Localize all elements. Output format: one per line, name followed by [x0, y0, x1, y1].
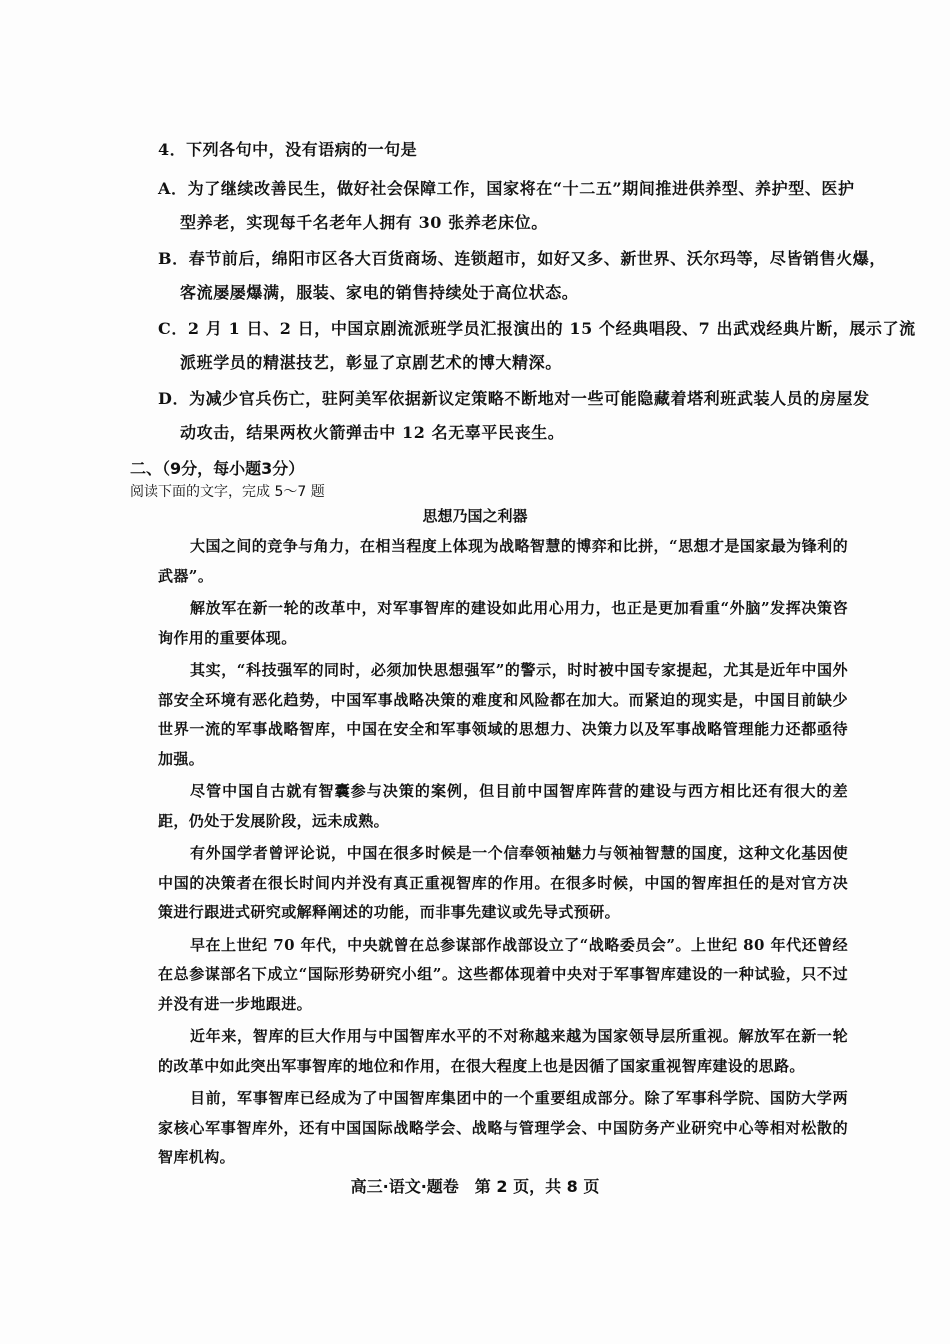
question-4	[158, 138, 916, 452]
article-paragraph: 尽管中国自古就有智囊参与决策的案例，但目前中国智库阵营的建设与西方相比还有很大的差距，仍处于发展阶段，远未成熟。	[158, 782, 848, 830]
section-heading: 二、（9分，每小题3分）	[130, 459, 305, 478]
option-a	[158, 172, 858, 240]
page-footer: 高三·语文·题卷 第 2 页，共 8 页	[350, 1177, 600, 1196]
question-stem: 4．下列各句中，没有语病的一句是	[158, 140, 418, 159]
article-paragraph: 其实，“科技强军的同时，必须加快思想强军”的警示，时时被中国专家提起，尤其是近年中国外部安全环境有恶化趋势，中国军事战略决策的难度和风险都在加大。而紧迫的现实是，中国目前缺少世界一流的军事战略智库，中国在安全和军事领域的思想力、决策力以及军事战略管理能力还都亟待加强。	[158, 661, 848, 768]
article-paragraph: 早在上世纪 70 年代，中央就曾在总参谋部作战部设立了“战略委员会”。上世纪 80 年代还曾经在总参谋部名下成立“国际形势研究小组”。这些都体现着中央对于军事智库建设的一种试验，只不过并没有进一步地跟进。	[158, 935, 848, 1013]
article-body	[158, 532, 848, 1176]
option-d-line1: D．为减少官兵伤亡，驻阿美军依据新议定策略不断地对一些可能隐藏着塔利班武装人员的房屋发	[158, 389, 870, 408]
article-paragraph: 近年来，智库的巨大作用与中国智库水平的不对称越来越为国家领导层所重视。解放军在新一轮的改革中如此突出军事智库的地位和作用，在很大程度上也是因循了国家重视智库建设的思路。	[158, 1027, 848, 1075]
article-paragraph: 有外国学者曾评论说，中国在很多时候是一个信奉领袖魅力与领袖智慧的国度，这种文化基因使中国的决策者在很长时间内并没有真正重视智库的作用。在很多时候，中国的智库担任的是对官方决策进行跟进式研究或解释阐述的功能，而非事先建议或先导式预研。	[158, 844, 848, 921]
option-c-line2: 派班学员的精湛技艺，彰显了京剧艺术的博大精深。	[180, 353, 562, 372]
option-a-line2: 型养老，实现每千名老年人拥有 30 张养老床位。	[180, 213, 548, 232]
option-d-line2: 动攻击，结果两枚火箭弹击中 12 名无辜平民丧生。	[180, 423, 565, 442]
article-paragraph: 大国之间的竞争与角力，在相当程度上体现为战略智慧的博弈和比拼，“思想才是国家最为锋利的武器”。	[158, 537, 848, 585]
option-c	[158, 312, 916, 380]
article-paragraph: 解放军在新一轮的改革中，对军事智库的建设如此用心用力，也正是更加看重“外脑”发挥决策咨询作用的重要体现。	[158, 599, 848, 647]
article-title: 思想乃国之利器	[422, 507, 528, 525]
option-d	[158, 382, 870, 450]
option-a-line1: A．为了继续改善民生，做好社会保障工作，国家将在“十二五”期间推进供养型、养护型、医护	[158, 179, 855, 198]
option-b	[158, 242, 886, 310]
option-b-line1: B．春节前后，绵阳市区各大百货商场、连锁超市，如好又多、新世界、沃尔玛等，尽皆销售火爆，	[158, 249, 886, 268]
article-paragraph: 目前，军事智库已经成为了中国智库集团中的一个重要组成部分。除了军事科学院、国防大学两家核心军事智库外，还有中国国际战略学会、战略与管理学会、中国防务产业研究中心等相对松散的智库机构。	[158, 1089, 848, 1166]
section-instruction: 阅读下面的文字，完成 5～7 题	[130, 484, 325, 500]
option-c-line1: C．2 月 1 日、2 日，中国京剧流派班学员汇报演出的 15 个经典唱段、7 出武戏经典片断，展示了流	[158, 319, 916, 338]
option-b-line2: 客流屡屡爆满，服装、家电的销售持续处于高位状态。	[180, 283, 579, 302]
